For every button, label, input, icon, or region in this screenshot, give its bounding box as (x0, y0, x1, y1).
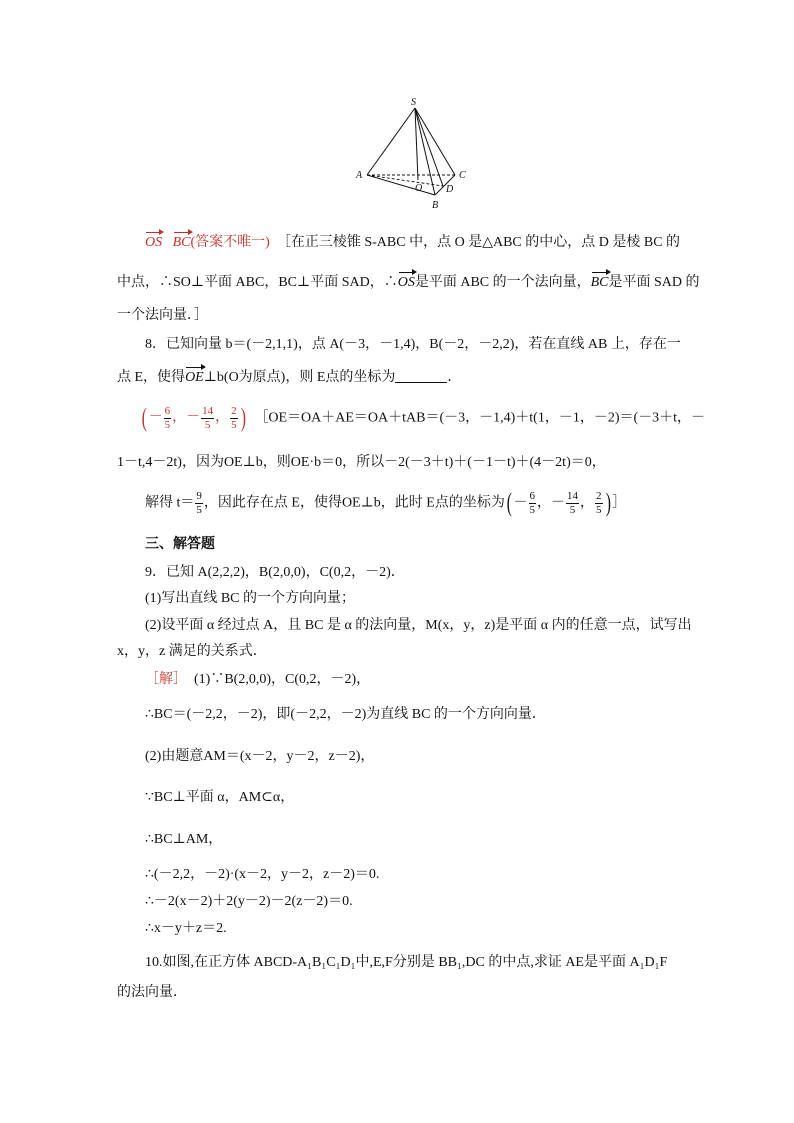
q8-answer-line: ( － $\frac{6}{5}$ ，－ $\frac{14}{5}$ ， $\frac{2}{5}$ ) ［OE＝OA＋AE＝OA＋tAB＝(－3，－1,4)＋t(1，－1，－2)＝(－3＋t，－ (141, 403, 706, 433)
q7-explain-line2 (117, 276, 700, 290)
frac1-num: 6 (164, 405, 171, 417)
answer-blank (395, 370, 447, 383)
q9-sol-2: ∴BC＝(－2,2，－2)，即(－2,2，－2)为直线 BC 的一个方向向量． (145, 707, 546, 722)
q7-explain-2a: 中点，∴SO⊥平面 ABC，BC⊥平面 SAD，∴ (117, 275, 398, 290)
q8-stem-line2 (117, 370, 461, 385)
q9-sol-7: ∴－2(x－2)＋2(y－2)－2(z－2)＝0. (145, 894, 353, 909)
q7-vec-os: OS (397, 275, 415, 290)
q9-sol-1: (1)∵B(2,0,0)，C(0,2，－2)， (194, 672, 371, 687)
q8-explain-2: 1－t,4－2t)，因为OE⊥b，则OE·b＝0，所以－2(－3＋t)＋(－1－t)＋(4－2t)＝0， (117, 455, 606, 470)
label-a: A (356, 170, 363, 181)
q8-vec-oe: OE (185, 370, 204, 385)
q7-explain-1: ［在正三棱锥 S-ABC 中，点 O 是△ABC 的中心，点 D 是棱 BC 的 (276, 235, 681, 250)
label-s: S (411, 97, 416, 108)
e-frac3-num: 2 (596, 490, 602, 502)
e-frac3-den: 5 (596, 503, 602, 516)
frac2-num: 14 (202, 405, 214, 417)
pyramid-figure (350, 95, 480, 215)
q8-explain-line3: 解得 t＝ $\frac{9}{5}$ ，因此存在点 E，使得OE⊥b，此时 E点的坐标为( － $\frac{6}{5}$ ，－ $\frac{14}{5}$ ， $\frac{2}{5}$ ) ］ (145, 488, 627, 518)
q8-explain-3c: ］ (612, 495, 627, 511)
q7-explain-2b: 是平面 ABC 的一个法向量， (414, 275, 591, 290)
q8-stem-1: 8．已知向量 b＝(－2,1,1)，点 A(－3，－1,4)，B(－2，－2,2)，若在直线 AB 上，存在一 (145, 337, 681, 352)
frac1-den: 5 (164, 418, 171, 431)
frac2-den: 5 (204, 418, 211, 431)
ans-vector-bc: BC (172, 235, 191, 250)
q9-sol-3: (2)由题意AM＝(x－2，y－2，z－2)， (145, 749, 375, 764)
q9-sol-6: ∴(－2,2，－2)·(x－2，y－2，z－2)＝0. (145, 867, 380, 882)
t-frac-num: 9 (196, 490, 202, 502)
e-frac1-num: 6 (529, 490, 535, 502)
t-frac-den: 5 (196, 503, 202, 516)
label-o: O (415, 183, 423, 194)
label-d: D (446, 184, 454, 195)
q9-stem-2: (1)写出直线 BC 的一个方向向量； (145, 591, 355, 606)
q8-explain-3a: 解得 t＝ (145, 495, 195, 511)
q7-explain-3: 一个法向量．］ (117, 308, 208, 323)
q7-vec-bc: BC (590, 275, 609, 290)
label-b: B (432, 200, 439, 211)
q8-stem-2a: 点 E，使得 (117, 370, 186, 385)
q8-stem-2c: ． (447, 370, 462, 385)
label-c: C (459, 170, 466, 181)
q7-answer-line (145, 236, 680, 250)
section-heading: 三、解答题 (145, 537, 215, 552)
q8-explain-1: ［OE＝OA＋AE＝OA＋tAB＝(－3，－1,4)＋t(1，－1，－2)＝(－3＋t，－ (254, 410, 706, 426)
frac3-den: 5 (231, 418, 237, 431)
e-frac2-den: 5 (569, 503, 576, 516)
q9-stem-4: x，y，z 满足的关系式． (117, 644, 267, 659)
q7-explain-2c: 是平面 SAD 的 (608, 275, 700, 290)
e-frac2-num: 14 (567, 490, 578, 502)
ans-vector-os: OS (145, 235, 163, 250)
e-frac1-den: 5 (529, 503, 535, 516)
q9-stem-1: 9．已知 A(2,2,2)，B(2,0,0)，C(0,2，－2)． (145, 565, 405, 580)
q8-explain-3b: ，因此存在点 E，使得OE⊥b，此时 E点的坐标为 (203, 495, 505, 511)
q9-sol-5: ∴BC⊥AM， (145, 832, 223, 847)
solution-tag: ［解］ (145, 672, 187, 687)
q9-solution-line1 (145, 673, 370, 687)
q10-stem-2: 的法向量． (117, 985, 187, 1000)
frac3-num: 2 (231, 405, 237, 417)
q9-stem-3: (2)设平面 α 经过点 A，且 BC 是 α 的法向量，M(x，y，z)是平面 α 内的任意一点，试写出 (145, 618, 692, 633)
q8-stem-2b: ⊥b(O为原点)，则 E点的坐标为 (203, 370, 396, 385)
q9-sol-4: ∵BC⊥平面 α，AM⊂α， (145, 790, 295, 805)
q9-sol-8: ∴x－y＋z＝2. (145, 921, 227, 936)
q10-stem-1: 10.如图,在正方体 ABCD-A₁B₁C₁D₁中,E,F分别是 BB₁,DC 的中点,求证 AE是平面 A₁D₁F (145, 955, 668, 970)
ans-note: (答案不唯一) (190, 235, 270, 250)
